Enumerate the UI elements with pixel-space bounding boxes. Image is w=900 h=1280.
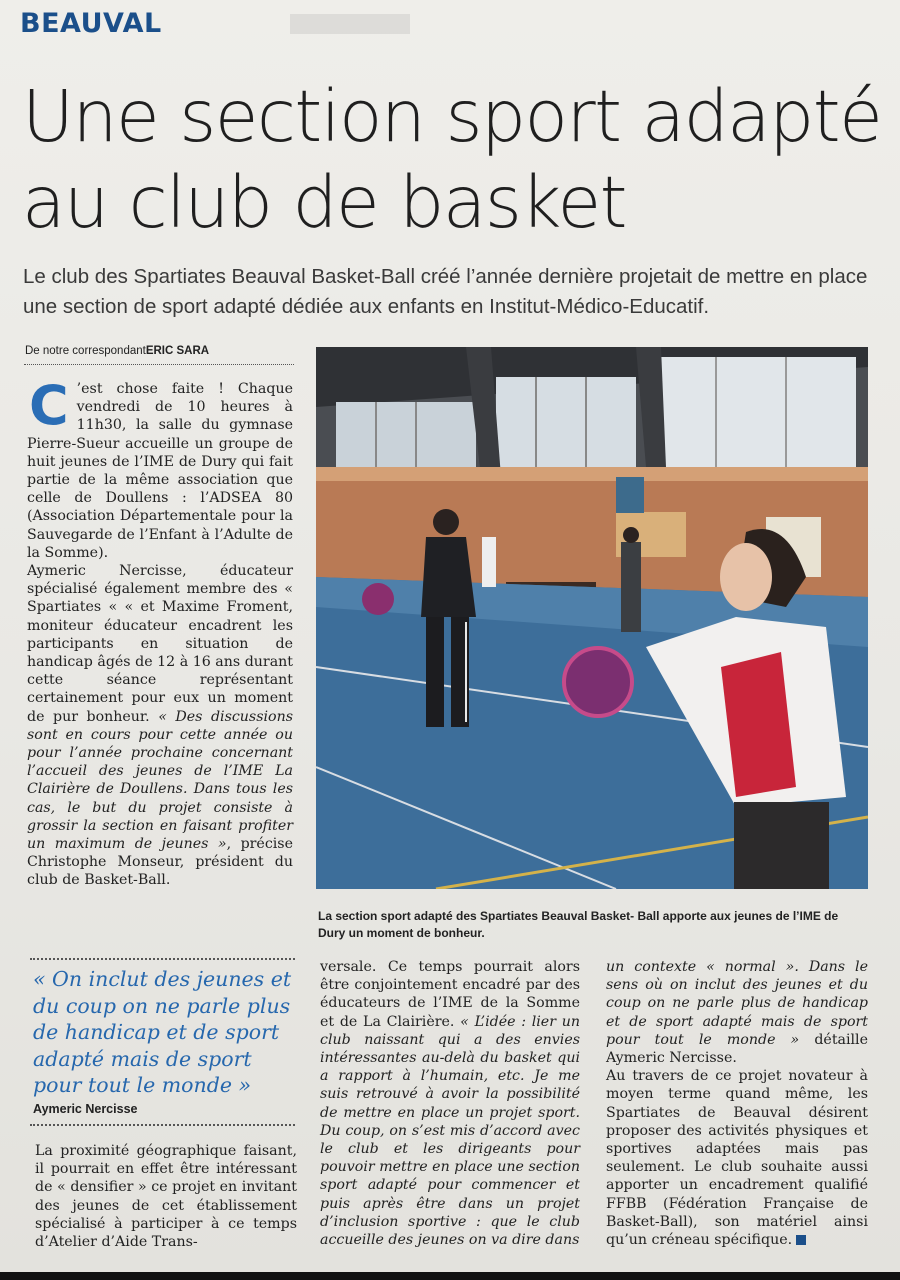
end-of-article-mark [796, 1235, 806, 1245]
byline [25, 345, 209, 357]
headline: Une section sport adapté au club de basket [22, 75, 882, 244]
inline-quote: « Des discussions sont en cours pour cette année ou pour l’année prochaine concernant l’accueil des jeunes de l’IME La Clairière de Doullens. Dans tous les cas, le but du projet consiste à grossir la section en faisant profiter un maximum de jeunes » [27, 708, 293, 853]
inline-quote-3: un contexte « normal ». Dans le sens où on inclut des jeunes et du coup on ne parle plus de handicap et de sport adapté mais de sport pour tout le monde » [606, 959, 868, 1048]
body-column-3 [606, 958, 868, 1249]
body-column-3-paragraph-2: Au travers de ce projet novateur à moyen terme quand même, les Spartiates de Beauval désirent proposer des activités physiques et sportives adaptées mais pas seulement. Le club souhaite aussi apporter un encadrement qualifié FFBB (Fédération Française de Basket-Ball), son matériel ainsi qu’un créneau spécifique. [606, 1068, 868, 1249]
pullquote-author: Aymeric Nercisse [33, 1102, 138, 1116]
pullquote-rule-bottom [30, 1124, 295, 1126]
body-paragraph-1: C ’est chose faite ! Chaque vendredi de 10 heures à 11h30, la salle du gymnase Pierre-Sueur accueille un groupe de huit jeunes de l’IME de Dury qui fait partie de la même association que celle de Doullens : l’ADSEA 80 (Association Départementale pour la Sauvegarde de l’Enfant à l’Adulte de la Somme). [27, 374, 293, 561]
body-paragraph-2: Aymeric Nercisse, éducateur spécialisé également membre des « Spartiates « « et Maxime Froment, moniteur éducateur encadrent les participants en situation de handicap âgés de 12 à 16 ans durant cette séance représentant certainement pour eux un moment de pur bonheur. « Des discussions sont en cours pour cette année ou pour l’année prochaine concernant l’accueil des jeunes de l’IME La Clairière de Doullens. Dans tous les cas, le but du projet consiste à grossir la section en faisant profiter un maximum de jeunes », précise Christophe Monseur, président du club de Basket-Ball. [27, 563, 293, 889]
byline-author: ERIC SARA [145, 345, 210, 357]
body-column-1 [27, 374, 293, 890]
pullquote: « On inclut des jeunes et du coup on ne parle plus de handicap et de sport adapté mais de sport pour tout le monde » [33, 967, 292, 1097]
body-column-3-paragraph-1: un contexte « normal ». Dans le sens où on inclut des jeunes et du coup on ne parle plus de handicap et de sport adapté mais de sport pour tout le monde » détaille Aymeric Nercisse. [606, 959, 868, 1067]
inline-quote-2: « L’idée : lier un club naissant qui a des envies intéressantes au-delà du basket qui a rapport à l’humain, etc. Je me suis retrouvé à avoir la possibilité de mettre en place un projet sport. Du coup, on s’est mis d’accord avec le club et les dirigeants pour pouvoir mettre en place une section sport adapté pour commencer et puis après être dans un projet d’inclusion sportive : que le club accueille des jeunes on va dire dans [320, 1013, 580, 1249]
article-photo [316, 347, 868, 889]
bleed-through-text [290, 14, 410, 34]
byline-divider [24, 364, 294, 365]
body-column-1-bottom: La proximité géographique faisant, il pourrait en effet être intéressant de « densifier » ce projet en invitant des jeunes de cet établissement spécialisé à participer à ce temps d’Atelier d’Aide Trans- [35, 1143, 297, 1251]
gym-scene-illustration [316, 347, 868, 889]
photo-caption: La section sport adapté des Spartiates Beauval Basket- Ball apporte aux jeunes de l’IME de Dury un moment de bonheur. [318, 909, 839, 940]
drop-cap: C [29, 374, 69, 437]
pullquote-rule-top [30, 958, 295, 960]
lead-paragraph: Le club des Spartiates Beauval Basket-Ball créé l’année dernière projetait de mettre en place une section de sport adapté dédiée aux enfants en Institut-Médico-Educatif. [23, 265, 868, 318]
byline-prefix: De notre correspondant [25, 345, 146, 357]
section-label: BEAUVAL [20, 8, 162, 39]
body-column-2: versale. Ce temps pourrait alors être conjointement encadré par des éducateurs de l’IME de la Somme et de La Clairière. « L’idée : lier un club naissant qui a des envies intéressantes au-delà du basket qui a rapport à l’humain, etc. Je me suis retrouvé à avoir la possibilité de mettre en place un projet sport. Du coup, on s’est mis d’accord avec le club et les dirigeants pour pouvoir mettre en place une section sport adapté pour commencer et puis après être dans un projet d’inclusion sportive : que le club accueille des jeunes on va dire dans [320, 959, 580, 1249]
